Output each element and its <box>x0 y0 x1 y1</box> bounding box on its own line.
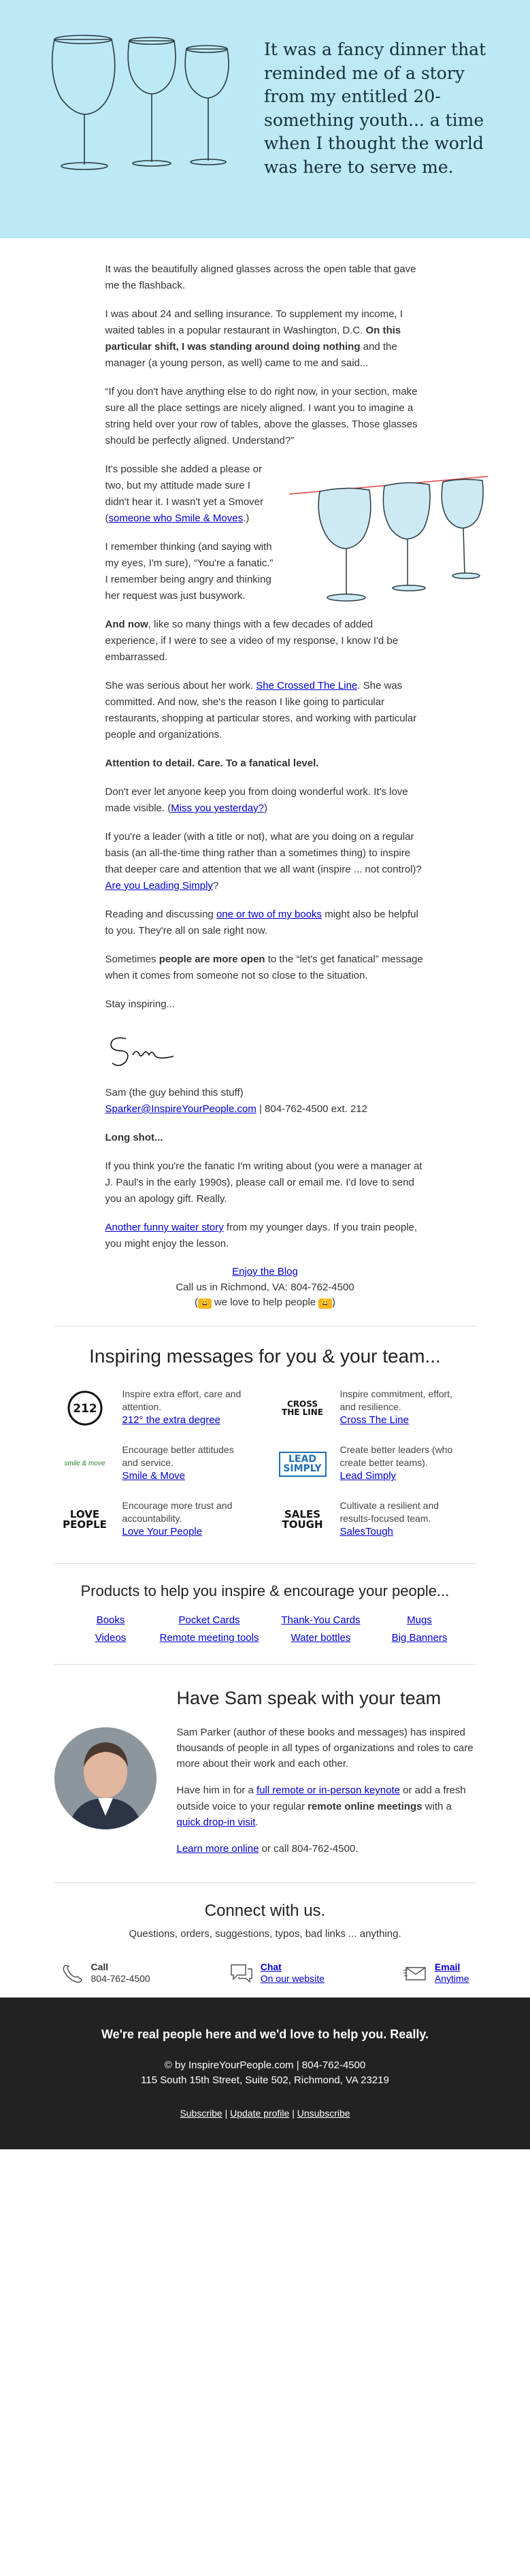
wine-glasses-illustration <box>41 34 238 170</box>
story-paragraph: And now, like so many things with a few decades of added experience, if I were to see a video of my response, I know I'd be embarrassed. <box>105 619 399 663</box>
cross-the-line-program-link[interactable]: Cross The Line <box>339 1414 409 1426</box>
product-books-link[interactable]: Books <box>96 1614 125 1627</box>
contact-row <box>61 1961 469 1985</box>
chat-link[interactable]: Chat <box>260 1961 282 1972</box>
story-paragraph: I was about 24 and selling insurance. To supplement my income, I waited tables in a popular restaurant in Washington, D.C. On this particular shift, I was standing around doing nothing and the manager (a young person, as well) came to me and said... <box>105 308 403 369</box>
love-line: ( 😀 we love to help people 😀 ) <box>194 1297 336 1308</box>
lead-simply-program-link[interactable]: Lead Simply <box>339 1470 397 1482</box>
story-paragraph: It's possible she added a please or two, but my attitude made sure I didn't hear it. I wasn't yet a Smover (someone who Smile & Moves.) <box>105 463 263 524</box>
long-shot-heading: Long shot... <box>105 1132 163 1143</box>
footer-tagline: We're real people here and we'd love to help you. Really. <box>101 2027 429 2042</box>
miss-you-yesterday-link[interactable]: Miss you yesterday? <box>171 802 264 814</box>
cross-the-line-link[interactable]: She Crossed The Line <box>256 680 358 691</box>
message-desc: Inspire commitment, effort, and resilience. <box>339 1388 452 1413</box>
story-paragraph: Don't ever let anyone keep you from doing wonderful work. It's love made visible. (Miss you yesterday?) <box>105 786 408 814</box>
footer-copyright: © by InspireYourPeople.com | 804-762-4500 <box>164 2059 366 2072</box>
unsubscribe-link[interactable]: Unsubscribe <box>297 2107 350 2119</box>
messages-title: Inspiring messages for you & your team... <box>89 1345 441 1367</box>
divider <box>54 1563 476 1564</box>
love-people-logo-text: LOVE PEOPLE <box>63 1508 107 1531</box>
signature-block: Sam (the guy behind this stuff) Sparker@InspireYourPeople.com | 804-762-4500 ext. 212 <box>105 1087 367 1115</box>
call-text: Call us in Richmond, VA: 804-762-4500 <box>176 1281 354 1293</box>
call-contact: Call 804-762-4500 <box>61 1961 150 1985</box>
message-desc: Cultivate a resilient and results-focused team. <box>339 1500 440 1525</box>
lead-simply-logo-text: LEAD SIMPLY <box>279 1452 327 1477</box>
story-paragraph: Stay inspiring... <box>105 998 176 1010</box>
speaker-section <box>54 1680 476 1868</box>
story-paragraph: Attention to detail. Care. To a fanatical level. <box>105 757 319 769</box>
drop-in-visit-link[interactable]: quick drop-in visit <box>176 1816 256 1828</box>
divider <box>54 1664 476 1665</box>
update-profile-link[interactable]: Update profile <box>230 2107 290 2119</box>
speaker-paragraph: Learn more online or call 804-762-4500. <box>176 1843 359 1855</box>
lead-simply-logo <box>279 1444 327 1484</box>
subscribe-link[interactable]: Subscribe <box>180 2107 222 2119</box>
footer <box>0 1998 530 2149</box>
sales-tough-logo <box>279 1499 327 1540</box>
product-mugs-link[interactable]: Mugs <box>407 1614 432 1627</box>
aligned-glasses-image <box>289 466 490 608</box>
chat-icon <box>229 1963 254 1983</box>
products-grid <box>68 1612 463 1646</box>
product-thank-you-cards-link[interactable]: Thank-You Cards <box>281 1614 361 1627</box>
email-contact-link[interactable]: Email <box>434 1961 461 1972</box>
story-paragraph: “If you don't have anything else to do right now, in your section, make sure all the place settings are nicely aligned. I want you to imagine a string held over your row of tables, above the glasses. Those glasses should be perfectly aligned. Understand?” <box>105 386 418 446</box>
sam-photo <box>54 1727 156 1829</box>
connect-section <box>0 1898 530 1984</box>
smile-move-logo <box>61 1444 109 1484</box>
message-item <box>279 1499 469 1540</box>
212-link[interactable]: 212° the extra degree <box>122 1414 220 1426</box>
love-your-people-link[interactable]: Love Your People <box>122 1526 203 1538</box>
smile-move-link[interactable]: someone who Smile & Moves <box>108 512 244 524</box>
cross-the-line-logo <box>279 1388 327 1429</box>
story-paragraph: It was the beautifully aligned glasses across the open table that gave me the flashback. <box>105 263 416 291</box>
email-contact[interactable] <box>403 1961 469 1985</box>
hero-banner <box>0 0 530 238</box>
cross-the-line-logo-text: CROSS THE LINE <box>282 1399 323 1418</box>
sales-tough-logo-text: SALES TOUGH <box>282 1508 323 1531</box>
books-link[interactable]: one or two of my books <box>216 909 322 920</box>
smile-move-program-link[interactable]: Smile & Move <box>122 1470 186 1482</box>
blog-callout <box>105 1265 425 1311</box>
divider <box>54 1882 476 1883</box>
chat-contact[interactable] <box>229 1961 325 1985</box>
story-paragraph: Sometimes people are more open to the “let's get fanatical” message when it comes from someone not so close to the situation. <box>105 953 423 981</box>
hero-title: It was a fancy dinner that reminded me of a story from my entitled 20-something youth... a time when I thought the world was here to serve me. <box>264 39 486 177</box>
product-videos-link[interactable]: Videos <box>95 1632 127 1644</box>
smile-icon: 😀 <box>318 1299 332 1309</box>
message-item <box>279 1444 469 1484</box>
story-body <box>105 238 425 1311</box>
story-paragraph: Reading and discussing one or two of my books might also be helpful to you. They're all on sale right now. <box>105 909 418 936</box>
connect-title: Connect with us. <box>204 1902 326 1921</box>
story-paragraph: If you're a leader (with a title or not), what are you doing on a regular basis (an all-the-time thing rather than a sometimes thing) to inspire that deeper care and attention that we all want (inspire ... not control)? Are you Leading Simply? <box>105 831 422 892</box>
enjoy-blog-link[interactable]: Enjoy the Blog <box>232 1266 298 1277</box>
speaker-paragraph: Have him in for a full remote or in-person keynote or add a fresh outside voice to your regular remote online meetings with a quick drop-in visit. <box>176 1784 466 1828</box>
glasses-section <box>105 461 425 604</box>
message-desc: Inspire extra effort, care and attention. <box>122 1388 242 1413</box>
footer-links: Subscribe | Update profile | Unsubscribe <box>180 2107 350 2119</box>
envelope-icon <box>403 1963 428 1983</box>
speaker-paragraph: Sam Parker (author of these books and messages) has inspired thousands of people in all types of organizations and roles to care more about their work and each other. <box>176 1726 474 1770</box>
message-desc: Encourage better attitudes and service. <box>122 1444 234 1469</box>
product-water-bottles-link[interactable]: Water bottles <box>291 1632 351 1644</box>
connect-subtitle: Questions, orders, suggestions, typos, bad links ... anything. <box>129 1927 401 1940</box>
story-paragraph: I remember thinking (and saying with my eyes, I'm sure), “You're a fanatic.” I remember being angry and thinking her request was just busywork. <box>105 541 274 602</box>
email-link[interactable]: Sparker@InspireYourPeople.com <box>105 1103 256 1115</box>
product-big-banners-link[interactable]: Big Banners <box>391 1632 448 1644</box>
speaker-title: Have Sam speak with your team <box>176 1688 442 1709</box>
message-item <box>61 1499 252 1540</box>
212-logo-text: 212 <box>72 1402 97 1416</box>
footer-address: 115 South 15th Street, Suite 502, Richmond, VA 23219 <box>141 2074 389 2086</box>
leading-simply-link[interactable]: Are you Leading Simply <box>105 880 213 892</box>
product-pocket-cards-link[interactable]: Pocket Cards <box>178 1614 240 1627</box>
message-desc: Encourage more trust and accountability. <box>122 1500 233 1525</box>
love-people-logo <box>61 1499 109 1540</box>
story-paragraph: Another funny waiter story from my younger days. If you train people, you might enjoy the lesson. <box>105 1222 418 1250</box>
story-paragraph: She was serious about her work. She Crossed The Line. She was committed. And now, she's the reason I like going to particular restaurants, shopping at particular stores, and working with particular people and organizations. <box>105 680 417 740</box>
212-logo <box>61 1388 109 1429</box>
learn-more-link[interactable]: Learn more online <box>176 1843 259 1855</box>
products-title: Products to help you inspire & encourage your people... <box>80 1582 450 1600</box>
email-anytime-link[interactable]: Anytime <box>434 1972 469 1984</box>
signature-image <box>105 1030 180 1071</box>
message-item <box>61 1388 252 1429</box>
product-remote-tools-link[interactable]: Remote meeting tools <box>159 1632 259 1644</box>
funny-waiter-story-link[interactable]: Another funny waiter story <box>105 1222 224 1233</box>
messages-grid <box>61 1388 469 1540</box>
message-desc: Create better leaders (who create better teams). <box>339 1444 453 1469</box>
smile-icon: 😀 <box>198 1299 212 1309</box>
story-paragraph: If you think you're the fanatic I'm writing about (you were a manager at J. Paul's in the early 1990s), please call or email me. I'd love to send you an apology gift. Really. <box>105 1160 423 1205</box>
keynote-link[interactable]: full remote or in-person keynote <box>256 1784 400 1797</box>
phone-icon <box>61 1963 84 1983</box>
message-item <box>61 1444 252 1484</box>
salestough-link[interactable]: SalesTough <box>339 1526 393 1538</box>
chat-website-link[interactable]: On our website <box>260 1972 325 1984</box>
smile-move-logo-text: smile & move <box>64 1460 105 1468</box>
message-item <box>279 1388 469 1429</box>
